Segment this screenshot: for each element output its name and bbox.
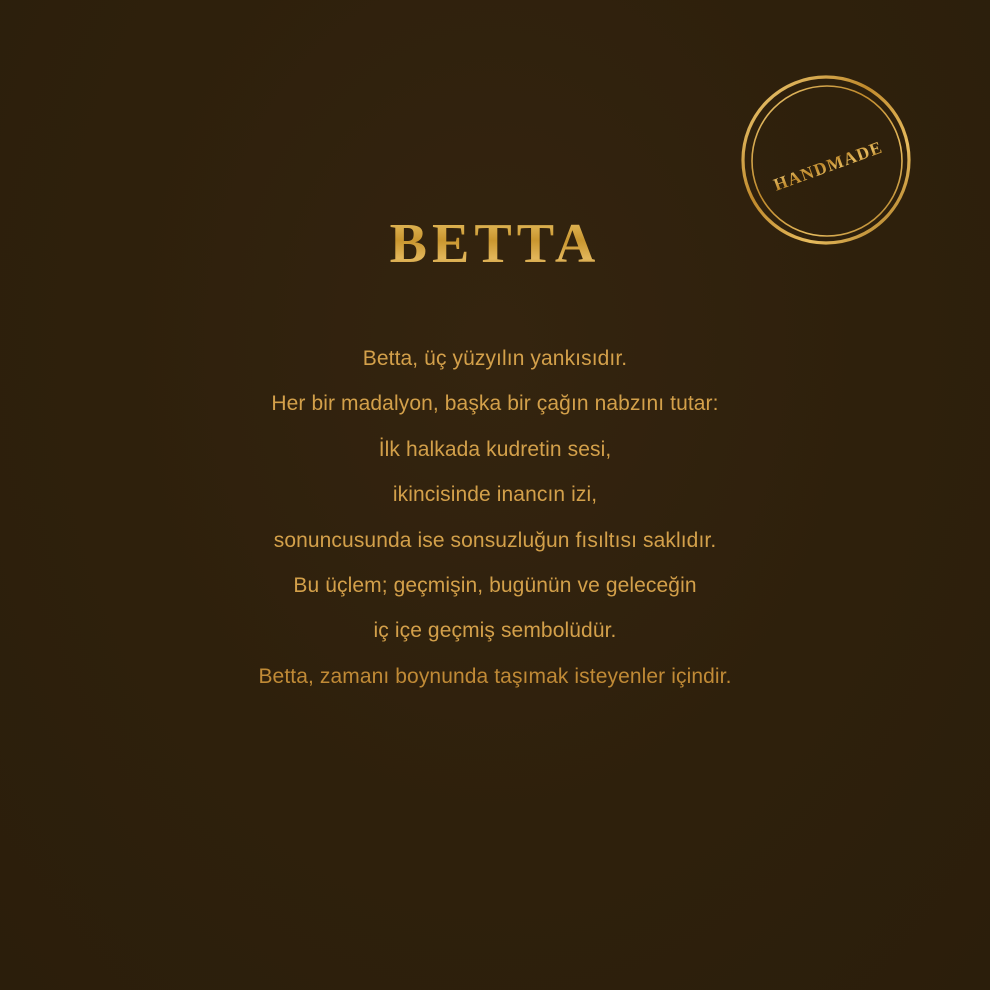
poem-line: Betta, zamanı boynunda taşımak isteyenler içindir.	[258, 664, 732, 688]
poem-line: Betta, üç yüzyılın yankısıdır.	[362, 347, 628, 370]
poem-line: ikincisinde inancın izi,	[392, 483, 598, 507]
poem-line: iç içe geçmiş sembolüdür.	[373, 619, 617, 643]
page-title: BETTA	[0, 208, 990, 280]
poem-line: Bu üçlem; geçmişin, bugünün ve geleceğin	[293, 574, 697, 598]
stamp-text: HANDMADE	[770, 136, 886, 195]
poem-line: sonuncusunda ise sonsuzluğun fısıltısı saklıdır.	[273, 528, 717, 552]
poem-line: İlk halkada kudretin sesi,	[378, 437, 612, 461]
poem-text	[0, 336, 990, 699]
poem-line: Her bir madalyon, başka bir çağın nabzını tutar:	[271, 392, 719, 416]
